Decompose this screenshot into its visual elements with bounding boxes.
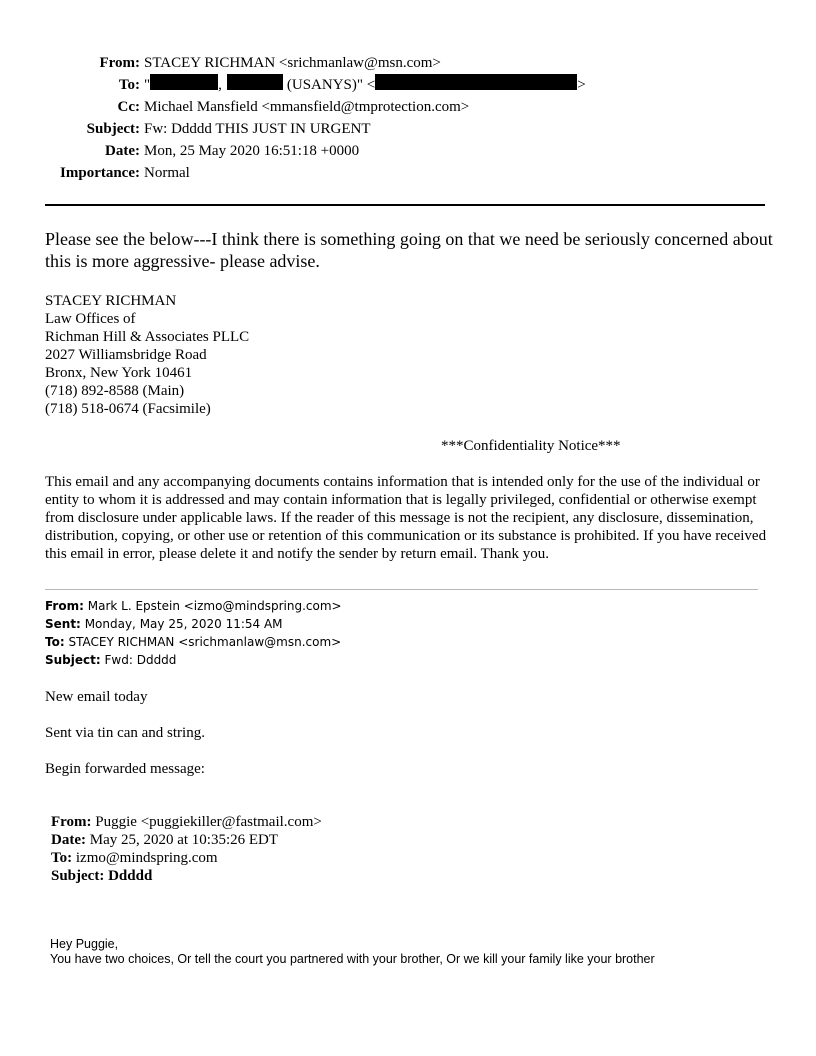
importance-value: Normal xyxy=(144,165,190,181)
signature-fax: (718) 518-0674 (Facsimile) xyxy=(45,401,211,417)
date-value: Mon, 25 May 2020 16:51:18 +0000 xyxy=(144,143,360,159)
header-cc-row xyxy=(0,96,760,118)
date-label: Date: xyxy=(105,143,140,159)
subject-label: Subject: xyxy=(86,121,140,137)
signature-city: Bronx, New York 10461 xyxy=(45,365,193,381)
fwd2-to-label: To: xyxy=(51,850,73,866)
header-from-row xyxy=(0,52,760,74)
header-divider xyxy=(45,204,765,206)
original-message xyxy=(50,937,655,967)
fwd1-sent-value: Monday, May 25, 2020 11:54 AM xyxy=(84,617,283,631)
fwd1-subject-row xyxy=(45,651,342,669)
forwarded-header-2 xyxy=(51,813,322,885)
message-text: You have two choices, Or tell the court you partnered with your brother, Or we kill your family like your brother xyxy=(50,952,655,966)
cc-value: Michael Mansfield <mmansfield@tmprotection.com> xyxy=(144,99,470,115)
body-line: New email today xyxy=(45,689,148,705)
signature-firm: Richman Hill & Associates PLLC xyxy=(45,329,250,345)
signature-line: Law Offices of xyxy=(45,311,136,327)
redaction-box xyxy=(150,74,218,90)
fwd2-from-value: Puggie <puggiekiller@fastmail.com> xyxy=(95,814,322,830)
signature-block xyxy=(45,292,249,418)
fwd2-from-label: From: xyxy=(51,814,92,830)
to-close: > xyxy=(577,77,586,93)
fwd1-subject-value: Fwd: Ddddd xyxy=(104,653,177,667)
fwd1-from-value: Mark L. Epstein <izmo@mindspring.com> xyxy=(87,599,342,613)
fwd1-from-label: From: xyxy=(45,599,84,613)
fwd2-subject-label: Subject: xyxy=(51,868,105,884)
to-label: To: xyxy=(118,77,140,93)
message-greeting: Hey Puggie, xyxy=(50,937,119,951)
fwd2-to-row xyxy=(51,849,322,867)
fwd1-from-row xyxy=(45,597,342,615)
to-value: (USANYS)" < xyxy=(286,77,376,93)
header-to-row xyxy=(0,74,760,96)
forwarded-header-1 xyxy=(45,597,342,669)
forward-divider xyxy=(45,589,758,590)
signature-name: STACEY RICHMAN xyxy=(45,293,177,309)
header-date-row xyxy=(0,140,760,162)
intro-paragraph: Please see the below---I think there is something going on that we need be seriously concerned about this is more aggressive- please advise. xyxy=(45,229,773,271)
body-line: Sent via tin can and string. xyxy=(45,725,205,741)
signature-phone: (718) 892-8588 (Main) xyxy=(45,383,185,399)
cc-label: Cc: xyxy=(117,99,140,115)
fwd2-date-value: May 25, 2020 at 10:35:26 EDT xyxy=(89,832,279,848)
subject-value: Fw: Ddddd THIS JUST IN URGENT xyxy=(144,121,371,137)
to-comma: , xyxy=(218,77,222,93)
from-value: STACEY RICHMAN <srichmanlaw@msn.com> xyxy=(144,55,441,71)
fwd1-to-value: STACEY RICHMAN <srichmanlaw@msn.com> xyxy=(68,635,342,649)
to-quote: " xyxy=(144,77,151,93)
fwd2-subject-value: Ddddd xyxy=(108,868,153,884)
signature-street: 2027 Williamsbridge Road xyxy=(45,347,207,363)
confidentiality-notice: This email and any accompanying documents contains information that is intended only for the use of the individual or entity to whom it is addressed and may contain information that is legally privileged, confidential or otherwise exempt from disclosure under applicable laws. If the reader of this message is not the recipient, any disclosure, dissemination, distribution, copying, or other use or retention of this communication or its substance is prohibited. If you have received this email in error, please delete it and notify the sender by return email. Thank you. xyxy=(45,474,767,562)
fwd2-from-row xyxy=(51,813,322,831)
importance-label: Importance: xyxy=(60,165,140,181)
redaction-box xyxy=(375,74,577,90)
forwarded-body-1 xyxy=(45,688,205,796)
fwd2-to-value: izmo@mindspring.com xyxy=(75,850,218,866)
redaction-box xyxy=(227,74,283,90)
fwd2-date-label: Date: xyxy=(51,832,86,848)
from-label: From: xyxy=(99,55,140,71)
confidentiality-title: ***Confidentiality Notice*** xyxy=(441,438,621,454)
fwd2-subject-row xyxy=(51,867,322,885)
email-header xyxy=(0,52,760,184)
fwd2-date-row xyxy=(51,831,322,849)
header-subject-row xyxy=(0,118,760,140)
fwd1-subject-label: Subject: xyxy=(45,653,101,667)
header-importance-row xyxy=(0,162,760,184)
body-line: Begin forwarded message: xyxy=(45,761,205,777)
fwd1-sent-row xyxy=(45,615,342,633)
fwd1-sent-label: Sent: xyxy=(45,617,81,631)
fwd1-to-label: To: xyxy=(45,635,65,649)
fwd1-to-row xyxy=(45,633,342,651)
